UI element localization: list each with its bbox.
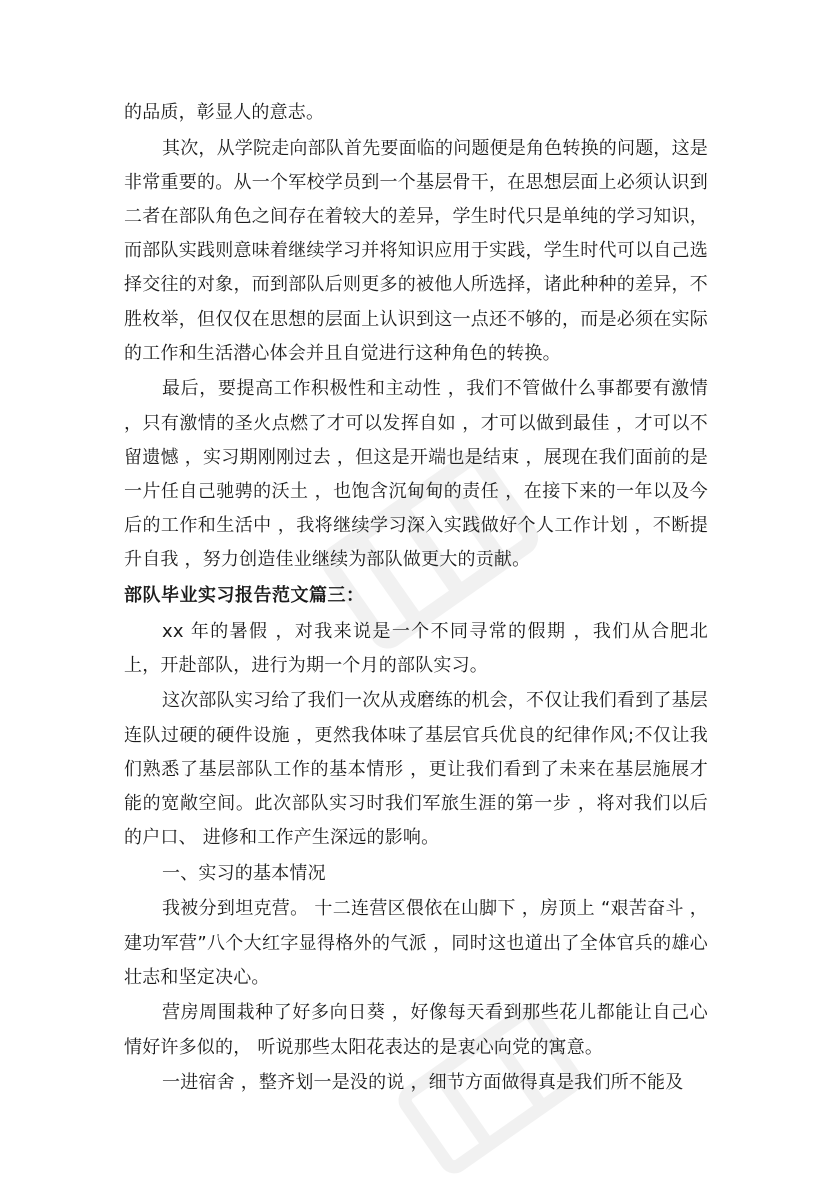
- paragraph: 营房周围栽种了好多向日葵 ，好像每天看到那些花儿都能让自己心情好许多似的， 听说那些太阳花表达的是衷心向党的寓意。: [124, 1002, 708, 1058]
- paragraph: 我被分到坦克营。 十二连营区偎依在山脚下 ，房顶上 “艰苦奋斗 ，建功军营”八个大红字显得格外的气派 ，同时这也道出了全体官兵的雄心壮志和坚定决心。: [124, 898, 708, 988]
- paragraph: 最后，要提高工作积极性和主动性 ，我们不管做什么事都要有激情 ，只有激情的圣火点燃了才可以发挥自如 ，才可以做到最佳 ，才可以不留遗憾 ，实习期刚刚过去 ，但这是开端也是结束 ，展现在我们面前的是一片任自己驰骋的沃土 ，也饱含沉甸甸的责任 ，在接下来的一年以及今后的工作和生活中 ，我将继续学习深入实践做好个人工作计划 ，不断提升自我 ，努力创造佳业继续为部队做更大的贡献。: [124, 378, 708, 571]
- paragraph: xx 年的暑假 ，对我来说是一个不同寻常的假期 ，我们从合肥北上，开赴部队，进行为期一个月的部队实习。: [124, 620, 708, 676]
- document-body: [124, 96, 708, 1102]
- paragraph: 的品质，彰显人的意志。: [124, 102, 325, 123]
- paragraph: 一进宿舍 ，整齐划一是没的说 ，细节方面做得真是我们所不能及: [162, 1072, 684, 1094]
- subsection-heading: 一、实习的基本情况: [162, 862, 326, 884]
- section-heading: 部队毕业实习报告范文篇三：: [124, 585, 365, 607]
- paragraph: 这次部队实习给了我们一次从戎磨练的机会，不仅让我们看到了基层连队过硬的硬件设施 ，更然我体味了基层官兵优良的纪律作风;不仅让我们熟悉了基层部队工作的基本情形 ，更让我们看到了未来在基层施展才能的宽敞空间。此次部队实习时我们军旅生涯的第一步 ，将对我们以后的户口、 进修和工作产生深远的影响。: [124, 690, 708, 849]
- paragraph: 其次，从学院走向部队首先要面临的问题便是角色转换的问题，这是非常重要的。从一个军校学员到一个基层骨干，在思想层面上必须认识到二者在部队角色之间存在着较大的差异，学生时代只是单纯的学习知识，而部队实践则意味着继续学习并将知识应用于实践，学生时代可以自己选择交往的对象，而到部队后则更多的被他人所选择，诸此种种的差异，不胜枚举，但仅仅在思想的层面上认识到这一点还不够的，而是必须在实际的工作和生活潜心体会并且自觉进行这种角色的转换。: [124, 137, 708, 364]
